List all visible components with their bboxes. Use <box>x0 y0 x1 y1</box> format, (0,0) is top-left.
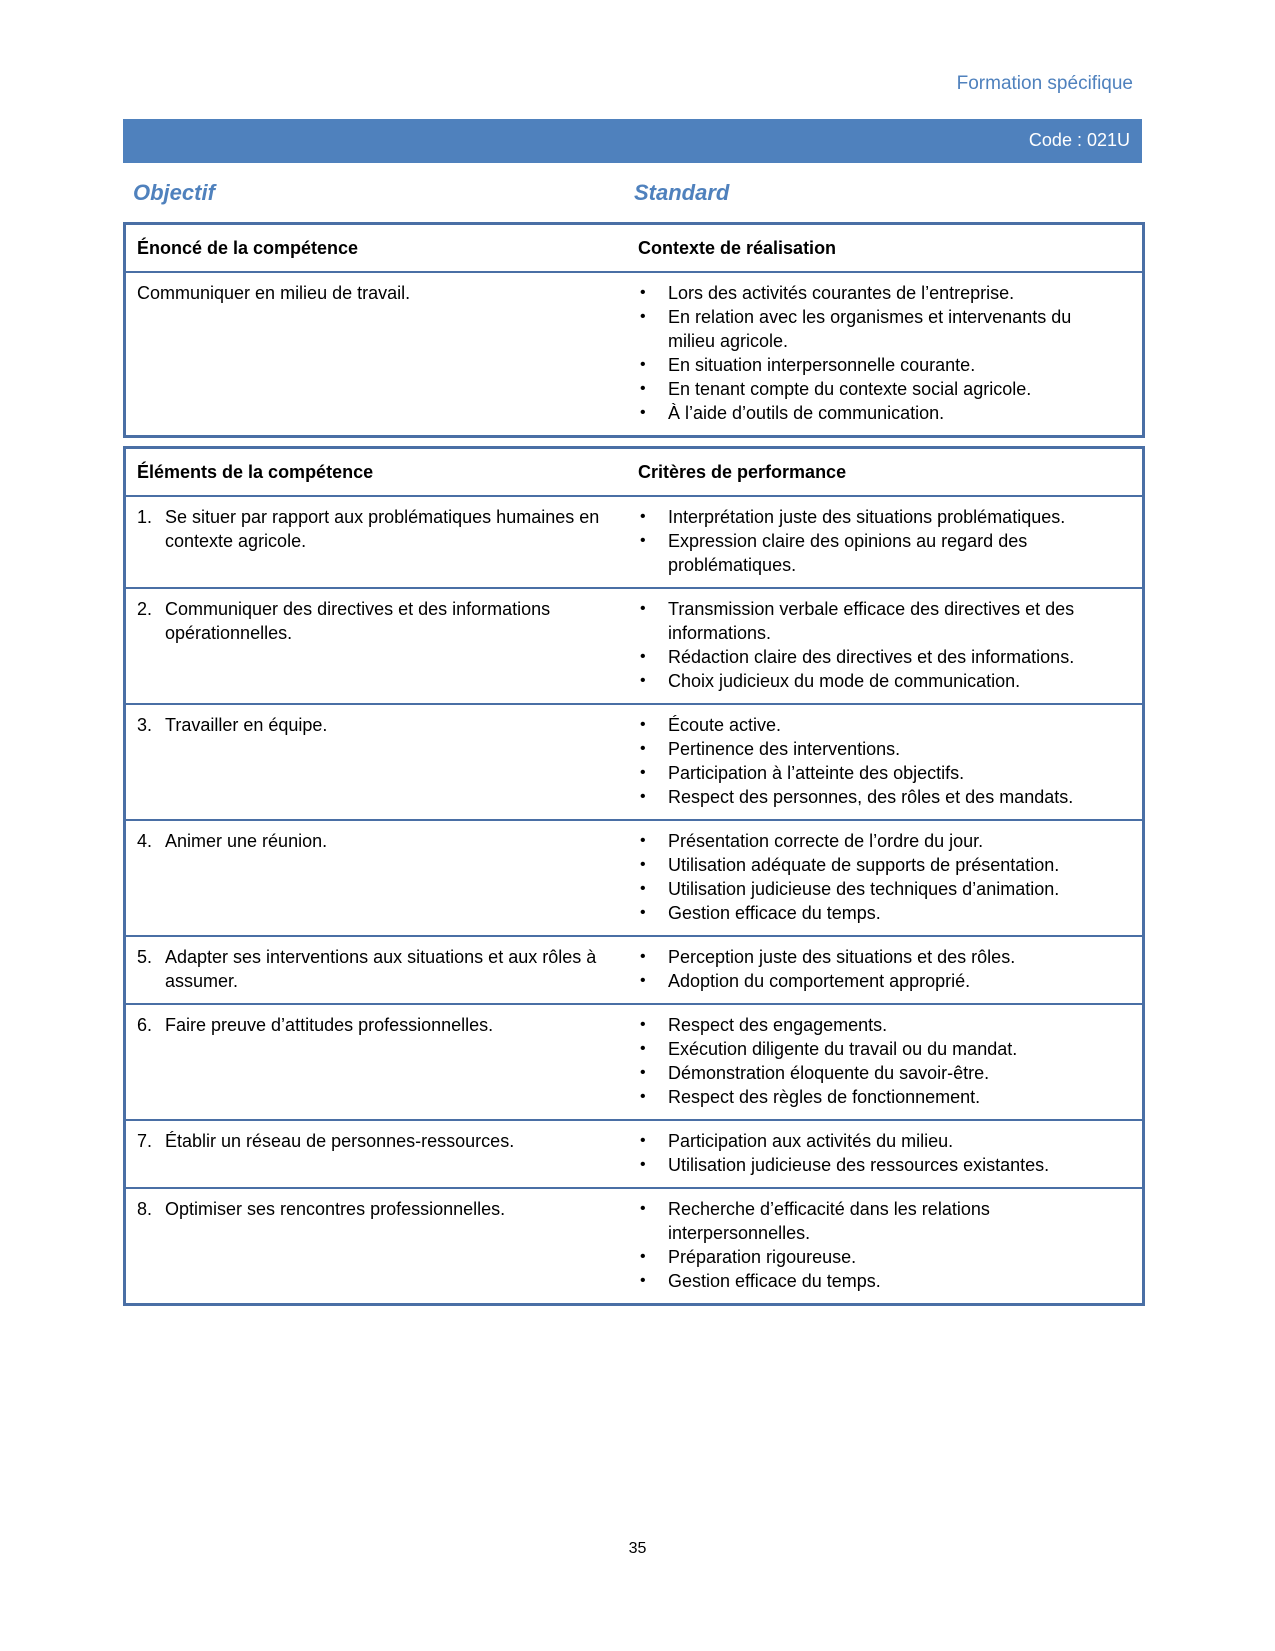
list-item <box>638 377 1112 401</box>
list-item <box>638 669 1112 693</box>
criteria-list <box>638 597 1112 693</box>
criteria-cell <box>634 821 1142 935</box>
context-list <box>638 281 1112 425</box>
criteria-cell <box>634 497 1142 587</box>
bullet-icon: • <box>640 404 646 421</box>
bullet-icon: • <box>640 1088 646 1105</box>
bullet-icon: • <box>640 284 646 301</box>
element-number: 6. <box>137 1015 153 1035</box>
list-item <box>638 1129 1112 1153</box>
table-header-row <box>126 225 1142 271</box>
elements-header: Éléments de la compétence <box>137 462 374 482</box>
element-text: Adapter ses interventions aux situations et aux rôles à assumer. <box>165 947 597 991</box>
list-item <box>638 969 1112 993</box>
criterion-text: Transmission verbale efficace des directives et des informations. <box>668 599 1075 643</box>
table-row <box>126 1003 1142 1119</box>
criterion-text: Participation à l’atteinte des objectifs. <box>668 763 965 783</box>
table-row <box>126 587 1142 703</box>
table-row <box>126 935 1142 1003</box>
list-item <box>638 761 1112 785</box>
list-item <box>638 1061 1112 1085</box>
criterion-text: Adoption du comportement approprié. <box>668 971 971 991</box>
context-text: En relation avec les organismes et intervenants du milieu agricole. <box>668 307 1072 351</box>
table-row <box>126 1119 1142 1187</box>
table-row <box>126 703 1142 819</box>
criterion-text: Utilisation judicieuse des techniques d’animation. <box>668 879 1060 899</box>
list-item <box>638 1085 1112 1109</box>
bullet-icon: • <box>640 380 646 397</box>
list-item <box>638 945 1112 969</box>
bullet-icon: • <box>640 1132 646 1149</box>
context-list-cell <box>634 273 1142 435</box>
table-row <box>126 271 1142 435</box>
criterion-text: Gestion efficace du temps. <box>668 1271 881 1291</box>
bullet-icon: • <box>640 1156 646 1173</box>
competency-element <box>137 945 634 993</box>
context-header: Contexte de réalisation <box>638 238 837 258</box>
list-item <box>638 737 1112 761</box>
criterion-text: Préparation rigoureuse. <box>668 1247 857 1267</box>
list-item <box>638 713 1112 737</box>
competency-element-cell <box>126 1189 634 1303</box>
competency-element-cell <box>126 497 634 587</box>
bullet-icon: • <box>640 764 646 781</box>
list-item <box>638 353 1112 377</box>
list-item <box>638 829 1112 853</box>
competency-elements-table <box>123 446 1145 1306</box>
criteria-cell <box>634 1005 1142 1119</box>
element-text: Faire preuve d’attitudes professionnelles. <box>165 1015 494 1035</box>
criterion-text: Perception juste des situations et des rôles. <box>668 947 1016 967</box>
competency-statement-table <box>123 222 1145 438</box>
criteria-list <box>638 1129 1112 1177</box>
criteria-cell <box>634 705 1142 819</box>
bullet-icon: • <box>640 1272 646 1289</box>
criterion-text: Utilisation adéquate de supports de présentation. <box>668 855 1060 875</box>
criteria-list <box>638 1013 1112 1109</box>
competency-element-cell <box>126 589 634 703</box>
bullet-icon: • <box>640 356 646 373</box>
list-item <box>638 1037 1112 1061</box>
criterion-text: Pertinence des interventions. <box>668 739 901 759</box>
bullet-icon: • <box>640 1064 646 1081</box>
context-text: En tenant compte du contexte social agricole. <box>668 379 1032 399</box>
list-item <box>638 281 1112 305</box>
list-item <box>638 1013 1112 1037</box>
element-text: Établir un réseau de personnes-ressources. <box>165 1131 515 1151</box>
competency-element <box>137 505 634 553</box>
page-number: 35 <box>628 1540 647 1557</box>
criteria-cell <box>634 937 1142 1003</box>
criteria-cell <box>634 589 1142 703</box>
list-item <box>638 597 1112 645</box>
context-text: En situation interpersonnelle courante. <box>668 355 976 375</box>
competency-element <box>137 1197 634 1221</box>
competency-element <box>137 713 634 737</box>
bullet-icon: • <box>640 308 646 325</box>
competency-element <box>137 1129 634 1153</box>
list-item <box>638 877 1112 901</box>
competency-code: Code : 021U <box>1028 130 1130 150</box>
bullet-icon: • <box>640 1248 646 1265</box>
competency-element-cell <box>126 937 634 1003</box>
objective-title: Objectif <box>133 180 215 205</box>
criterion-text: Recherche d’efficacité dans les relations interpersonnelles. <box>668 1199 990 1243</box>
criterion-text: Expression claire des opinions au regard des problématiques. <box>668 531 1028 575</box>
criterion-text: Participation aux activités du milieu. <box>668 1131 954 1151</box>
statement-header: Énoncé de la compétence <box>137 238 359 258</box>
element-number: 1. <box>137 507 153 527</box>
list-item <box>638 505 1112 529</box>
competency-element-cell <box>126 705 634 819</box>
criterion-text: Gestion efficace du temps. <box>668 903 881 923</box>
criteria-list <box>638 945 1112 993</box>
criterion-text: Respect des règles de fonctionnement. <box>668 1087 981 1107</box>
bullet-icon: • <box>640 1040 646 1057</box>
bullet-icon: • <box>640 672 646 689</box>
list-item <box>638 1269 1112 1293</box>
list-item <box>638 853 1112 877</box>
bullet-icon: • <box>640 740 646 757</box>
criteria-cell <box>634 1189 1142 1303</box>
bullet-icon: • <box>640 648 646 665</box>
list-item <box>638 785 1112 809</box>
bullet-icon: • <box>640 1016 646 1033</box>
criteria-cell <box>634 1121 1142 1187</box>
bullet-icon: • <box>640 856 646 873</box>
element-number: 8. <box>137 1199 153 1219</box>
bullet-icon: • <box>640 904 646 921</box>
bullet-icon: • <box>640 1200 646 1217</box>
criterion-text: Utilisation judicieuse des ressources existantes. <box>668 1155 1050 1175</box>
criterion-text: Respect des personnes, des rôles et des mandats. <box>668 787 1074 807</box>
bullet-icon: • <box>640 600 646 617</box>
table-row <box>126 819 1142 935</box>
element-text: Se situer par rapport aux problématiques humaines en contexte agricole. <box>165 507 600 551</box>
criterion-text: Présentation correcte de l’ordre du jour. <box>668 831 984 851</box>
competency-element <box>137 1013 634 1037</box>
bullet-icon: • <box>640 788 646 805</box>
list-item <box>638 1197 1112 1245</box>
list-item <box>638 1245 1112 1269</box>
table-row <box>126 495 1142 587</box>
element-text: Travailler en équipe. <box>165 715 328 735</box>
list-item <box>638 1153 1112 1177</box>
criterion-text: Exécution diligente du travail ou du mandat. <box>668 1039 1018 1059</box>
element-text: Communiquer des directives et des informations opérationnelles. <box>165 599 551 643</box>
criteria-list <box>638 505 1112 577</box>
bullet-icon: • <box>640 880 646 897</box>
criterion-text: Respect des engagements. <box>668 1015 888 1035</box>
context-text: Lors des activités courantes de l’entreprise. <box>668 283 1015 303</box>
competency-element-cell <box>126 1121 634 1187</box>
list-item <box>638 529 1112 577</box>
list-item <box>638 645 1112 669</box>
criterion-text: Démonstration éloquente du savoir-être. <box>668 1063 990 1083</box>
list-item <box>638 901 1112 925</box>
competency-element <box>137 829 634 853</box>
criteria-list <box>638 1197 1112 1293</box>
bullet-icon: • <box>640 508 646 525</box>
bullet-icon: • <box>640 972 646 989</box>
criterion-text: Choix judicieux du mode de communication. <box>668 671 1021 691</box>
element-number: 2. <box>137 599 153 619</box>
element-number: 4. <box>137 831 153 851</box>
list-item <box>638 305 1112 353</box>
criterion-text: Rédaction claire des directives et des informations. <box>668 647 1075 667</box>
code-bar <box>123 119 1142 163</box>
competency-statement: Communiquer en milieu de travail. <box>137 283 411 303</box>
document-subtitle: Formation spécifique <box>956 73 1133 94</box>
bullet-icon: • <box>640 832 646 849</box>
criteria-header: Critères de performance <box>638 462 847 482</box>
bullet-icon: • <box>640 716 646 733</box>
competency-element-cell <box>126 1005 634 1119</box>
element-number: 3. <box>137 715 153 735</box>
criterion-text: Interprétation juste des situations problématiques. <box>668 507 1066 527</box>
competency-element-cell <box>126 821 634 935</box>
element-number: 7. <box>137 1131 153 1151</box>
element-text: Optimiser ses rencontres professionnelles. <box>165 1199 506 1219</box>
bullet-icon: • <box>640 532 646 549</box>
competency-element <box>137 597 634 645</box>
criteria-list <box>638 713 1112 809</box>
list-item <box>638 401 1112 425</box>
element-number: 5. <box>137 947 153 967</box>
table-header-row <box>126 449 1142 495</box>
element-text: Animer une réunion. <box>165 831 328 851</box>
bullet-icon: • <box>640 948 646 965</box>
context-text: À l’aide d’outils de communication. <box>668 403 945 423</box>
standard-title: Standard <box>634 180 730 205</box>
criterion-text: Écoute active. <box>668 715 782 735</box>
criteria-list <box>638 829 1112 925</box>
table-row <box>126 1187 1142 1303</box>
